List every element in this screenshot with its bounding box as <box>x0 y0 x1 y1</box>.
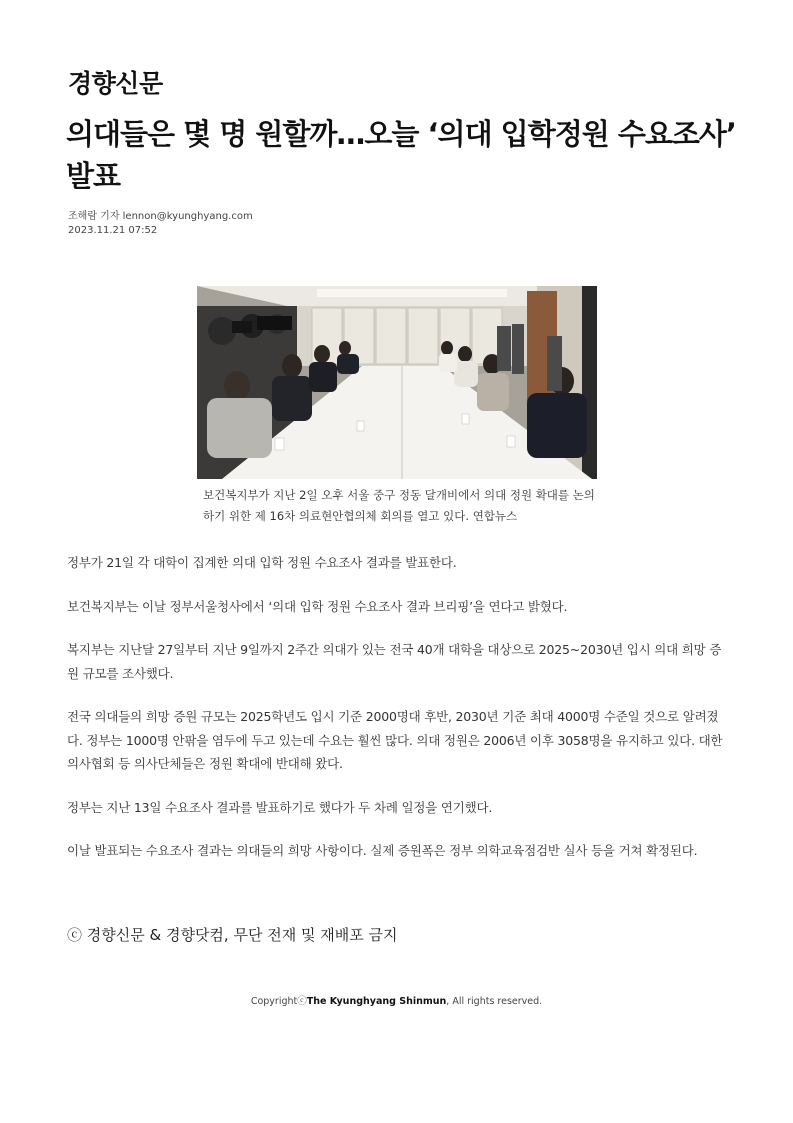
article-headline: 의대들은 몇 명 원할까…오늘 ‘의대 입학정원 수요조사’ 발표 <box>66 117 736 193</box>
article-body <box>67 551 729 883</box>
byline: 조해람 기자 lennon@kyunghyang.com <box>68 211 253 222</box>
article-paragraph: 복지부는 지난달 27일부터 지난 9일까지 2주간 의대가 있는 전국 40개 대학을 대상으로 2025~2030년 입시 의대 희망 증원 규모를 조사했다. <box>67 642 722 681</box>
publish-date: 2023.11.21 07:52 <box>68 225 158 236</box>
article-photo <box>197 286 597 479</box>
newspaper-logo[interactable]: 경향신문 <box>68 69 163 98</box>
article-paragraph: 전국 의대들의 희망 증원 규모는 2025학년도 입시 기준 2000명대 후반, 2030년 기준 최대 4000명 수준일 것으로 알려졌다. 정부는 1000명 안팎을 염두에 두고 있는데 수요는 훨씬 많다. 의대 정원은 2006년 이후 3058명을 유지하고 있다. 대한의사협회 등 의사단체들은 정원 확대에 반대해 왔다. <box>67 709 723 771</box>
article-meta <box>68 210 253 238</box>
footer-suffix: , All rights reserved. <box>446 996 543 1007</box>
footer-prefix: Copyrightⓒ <box>250 996 307 1007</box>
copyright-notice: ⓒ 경향신문 & 경향닷컴, 무단 전재 및 재배포 금지 <box>67 926 398 944</box>
article-paragraph: 정부가 21일 각 대학이 집계한 의대 입학 정원 수요조사 결과를 발표한다. <box>67 555 457 570</box>
article-paragraph: 이날 발표되는 수요조사 결과는 의대들의 희망 사항이다. 실제 증원폭은 정부 의학교육점검반 실사 등을 거쳐 확정된다. <box>67 843 698 858</box>
footer-brand: The Kyunghyang Shinmun <box>306 996 447 1007</box>
article-paragraph: 보건복지부는 이날 정부서울청사에서 ‘의대 입학 정원 수요조사 결과 브리핑’을 연다고 밝혔다. <box>67 598 568 614</box>
page-footer <box>0 993 793 1007</box>
article-paragraph: 정부는 지난 13일 수요조사 결과를 발표하기로 했다가 두 차례 일정을 연기했다. <box>67 799 493 815</box>
photo-caption: 보건복지부가 지난 2일 오후 서울 중구 정동 달개비에서 의대 정원 확대를 논의하기 위한 제 16차 의료현안협의체 회의를 열고 있다. 연합뉴스 <box>203 488 595 523</box>
